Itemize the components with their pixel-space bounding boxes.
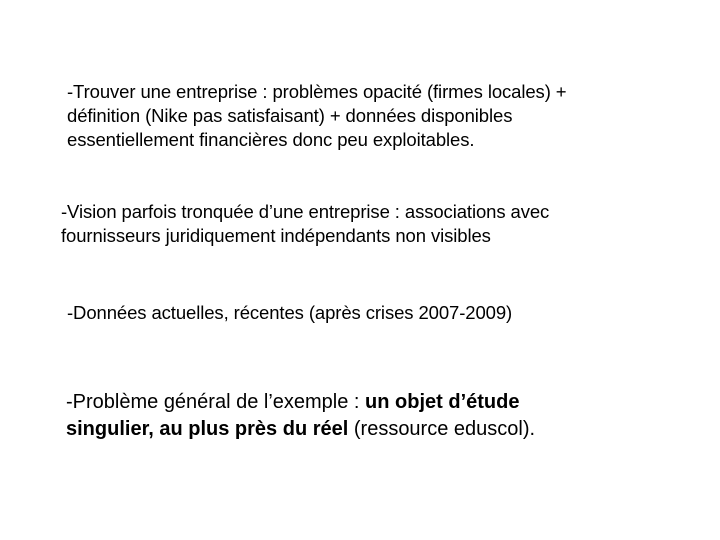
- text-line: -Données actuelles, récentes (après crises 2007-2009): [67, 302, 513, 323]
- paragraph-general-problem: [66, 389, 535, 443]
- text-bold: un objet d’étude: [365, 391, 520, 413]
- text-normal: -Problème général de l’exemple :: [66, 391, 366, 413]
- text-line: [66, 389, 535, 416]
- text-bold: singulier, au plus près du réel: [66, 418, 349, 440]
- text-line: essentiellement financières donc peu exploitables.: [67, 129, 475, 150]
- paragraph-company-finding: [67, 80, 567, 152]
- paragraph-current-data: [67, 301, 512, 325]
- text-line: définition (Nike pas satisfaisant) + données disponibles: [67, 105, 513, 126]
- paragraph-truncated-vision: [61, 200, 549, 248]
- text-normal: (ressource eduscol).: [348, 418, 536, 440]
- text-line: fournisseurs juridiquement indépendants non visibles: [61, 225, 491, 246]
- text-line: -Vision parfois tronquée d’une entreprise : associations avec: [61, 201, 550, 222]
- text-line: [66, 416, 535, 443]
- text-line: -Trouver une entreprise : problèmes opacité (firmes locales) +: [67, 81, 567, 102]
